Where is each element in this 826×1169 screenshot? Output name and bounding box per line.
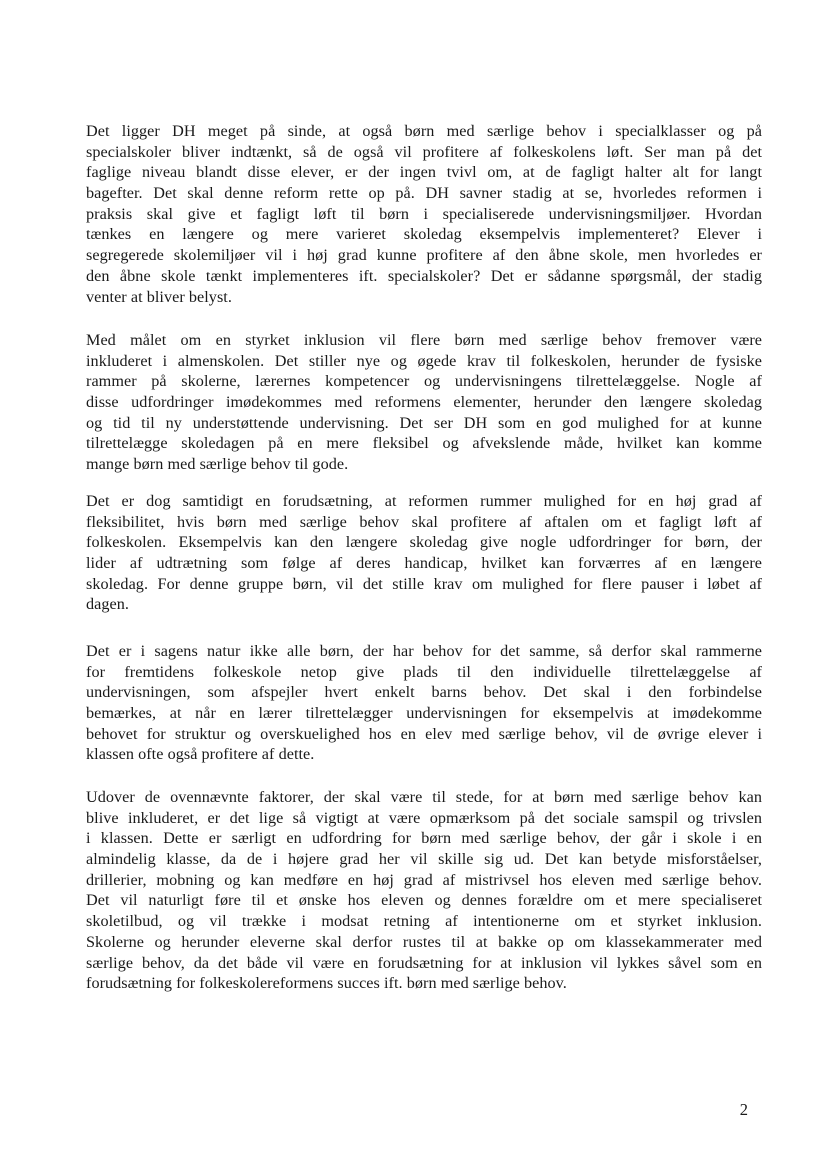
text-line: almindelig klasse, da de i højere grad her vil skille sig ud. Det kan betyde misforståelser, [86,850,762,869]
text-line: tilrettelægge skoledagen på en mere fleksibel og afvekslende måde, hvilket kan komme [86,434,762,453]
paragraph-individual-needs [86,641,762,765]
text-line: den åbne skole tænkt implementeres ift. specialskoler? Det er sådanne spørgsmål, der stadig [86,266,762,285]
text-line: blive inkluderet, er det lige så vigtigt at være opmærksom på det sociale samspil og trivslen [86,808,762,827]
text-line: bagefter. Det skal denne reform rette op på. DH savner stadig at se, hvorledes reformen i [86,184,762,203]
text-line: skoletilbud, og vil trække i modsat retning af intentionerne om et styrket inklusion. [86,912,762,931]
text-line: behovet for struktur og overskuelighed hos en elev med særlige behov, vil de øvrige elever i [86,724,762,743]
text-line: dagen. [86,595,129,614]
text-line: i klassen. Dette er særligt en udfordring for børn med særlige behov, der går i skole i en [86,829,762,848]
text-line: folkeskolen. Eksempelvis kan den længere skoledag give nogle udfordringer for børn, der [86,533,762,552]
text-line: rammer på skolerne, lærernes kompetencer og undervisningens tilrettelæggelse. Nogle af [86,372,762,391]
text-line: skoledag. For denne gruppe børn, vil det stille krav om mulighed for flere pauser i løbet af [86,574,762,593]
text-line: Det er dog samtidigt en forudsætning, at reformen rummer mulighed for en høj grad af [86,492,762,510]
text-line: klassen ofte også profitere af dette. [86,745,315,764]
text-line: Det ligger DH meget på sinde, at også børn med særlige behov i specialklasser og på [86,122,762,140]
text-line: inkluderet i almenskolen. Det stiller nye og øgede krav til folkeskolen, herunder de fysiske [86,351,762,370]
text-line: særlige behov, da det både vil være en forudsætning for at inklusion vil lykkes såvel som en [86,953,762,972]
text-line: venter at bliver belyst. [86,287,232,306]
text-line: Udover de ovennævnte faktorer, der skal være til stede, for at børn med særlige behov kan [86,788,762,806]
text-line: segregerede skolemiljøer vil i høj grad kunne profitere af den åbne skole, men hvorledes er [86,246,762,265]
text-line: undervisningen, som afspejler hvert enkelt barns behov. Det skal i den forbindelse [86,683,762,702]
text-line: forudsætning for folkeskolereformens succes ift. børn med særlige behov. [86,974,567,993]
text-line: bemærkes, at når en lærer tilrettelægger undervisningen for eksempelvis at imødekomme [86,704,762,723]
text-line: praksis skal give et fagligt løft til børn i specialiserede undervisningsmiljøer. Hvordan [86,204,762,223]
text-line: disse udfordringer imødekommes med reformens elementer, herunder den længere skoledag [86,393,762,412]
paragraph-flexibility [86,491,762,615]
text-line: Det vil naturligt føre til et ønske hos eleven og dennes forældre om et mere specialiseret [86,891,762,910]
text-line: og tid til ny understøttende undervisning. Det ser DH som en god mulighed for at kunne [86,413,762,432]
text-line: fleksibilitet, hvis børn med særlige behov skal profitere af aftalen om et fagligt løft af [86,512,762,531]
text-line: drillerier, mobning og kan medføre en høj grad af mistrivsel hos eleven med særlige behov. [86,870,762,889]
paragraph-social-wellbeing [86,787,762,994]
text-line: tænkes en længere og mere varieret skoledag eksempelvis implementeret? Elever i [86,225,762,244]
text-line: Skolerne og herunder eleverne skal derfor rustes til at bakke op om klassekammerater med [86,932,762,951]
text-line: for fremtidens folkeskole netop give plads til den individuelle tilrettelæggelse af [86,662,762,681]
paragraph-inclusion [86,330,762,475]
text-line: specialskoler bliver indtænkt, så de også vil profitere af folkeskolens løft. Ser man på det [86,142,762,161]
text-line: lider af udtrætning som følge af deres handicap, hvilket kan forværres af en længere [86,554,762,573]
text-line: Det er i sagens natur ikke alle børn, der har behov for det samme, så derfor skal rammerne [86,642,762,660]
paragraph-special-needs-schools [86,121,762,307]
text-line: Med målet om en styrket inklusion vil flere børn med særlige behov fremover være [86,331,762,349]
text-line: mange børn med særlige behov til gode. [86,455,349,474]
text-line: faglige niveau blandt disse elever, er der ingen tvivl om, at de fagligt halter alt for langt [86,163,762,182]
page-number: 2 [739,1100,748,1119]
